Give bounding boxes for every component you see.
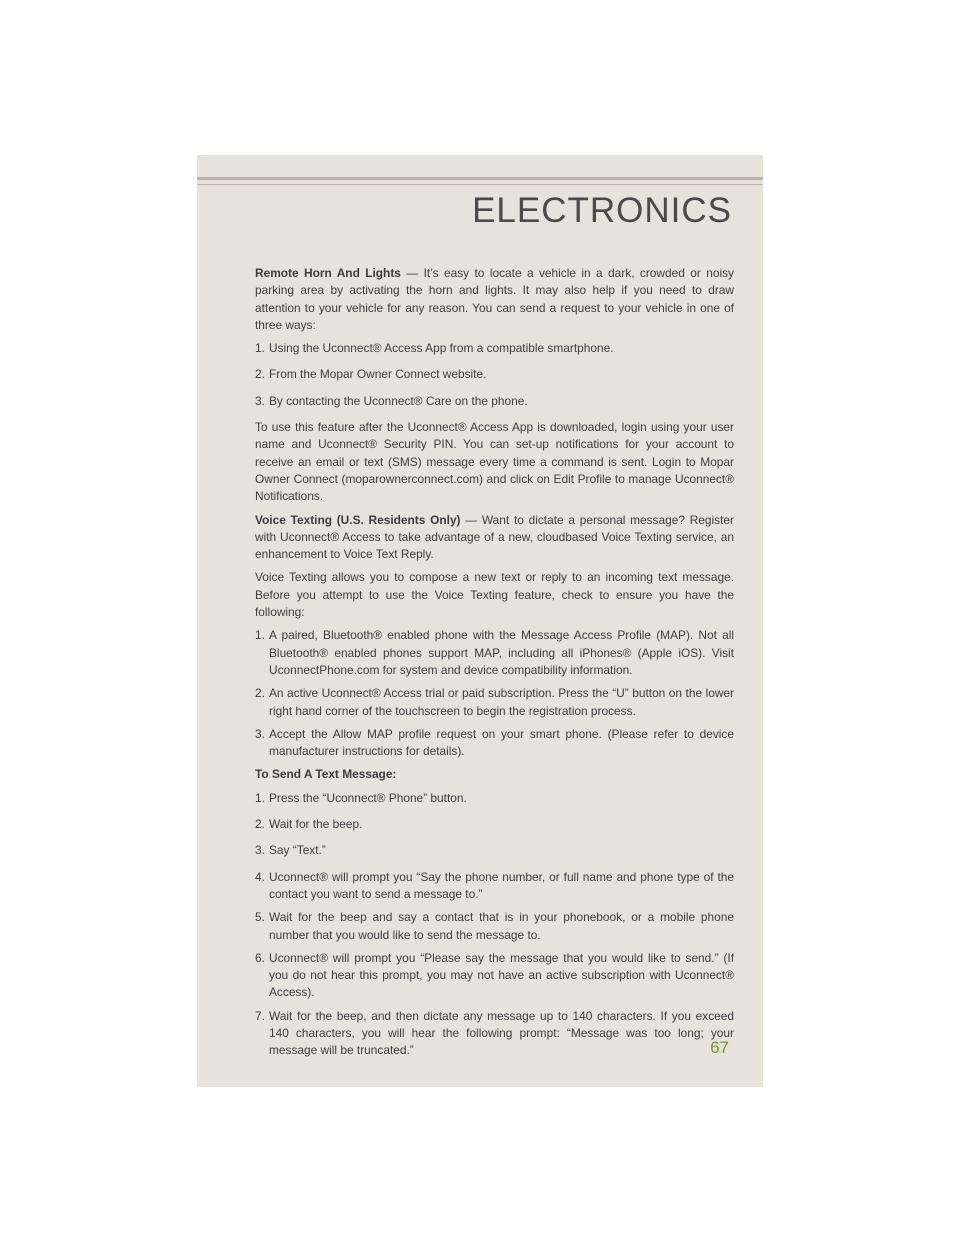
list-item: 7. Wait for the beep, and then dictate any message up to 140 characters. If you exceed 140 characters, you will hear the following prompt: “Message was too long; your message will be truncated.”	[255, 1008, 734, 1058]
page-number: 67	[710, 1038, 729, 1057]
header-rule-thick	[197, 177, 763, 180]
list-item: 1. Press the “Uconnect® Phone” button.	[255, 790, 467, 805]
list-item: 4. Uconnect® will prompt you “Say the phone number, or full name and phone type of the contact you want to send a message to.”	[255, 869, 734, 901]
voice-texting-text: — Want to dictate a personal message? Register with Uconnect® Access to take advantage of a new, cloudbased Voice Texting service, an enhancement to Voice Text Reply.	[255, 512, 734, 562]
manual-page	[197, 155, 763, 1087]
list-item: 1. A paired, Bluetooth® enabled phone with the Message Access Profile (MAP). Not all Bluetooth® enabled phones support MAP, including all iPhones® (Apple iOS). Visit UconnectPhone.com for system and device compatibility information.	[255, 628, 734, 677]
section-title: ELECTRONICS	[472, 191, 732, 230]
remote-horn-paragraph	[255, 265, 734, 334]
requirements-list	[255, 627, 734, 760]
send-text-heading: To Send A Text Message:	[255, 767, 397, 782]
list-item: 2. An active Uconnect® Access trial or paid subscription. Press the “U” button on the lower right hand corner of the touchscreen to begin the registration process.	[255, 686, 734, 718]
page-content	[255, 265, 734, 1066]
remote-horn-label: Remote Horn And Lights	[255, 266, 401, 280]
list-item: 2. From the Mopar Owner Connect website.	[255, 367, 487, 382]
list-item: 3. By contacting the Uconnect® Care on the phone.	[255, 393, 528, 408]
list-item: 2. Wait for the beep.	[255, 817, 363, 832]
list-item: 6. Uconnect® will prompt you “Please say the message that you would like to send.” (If you do not hear this prompt, you may not have an active subscription with Uconnect® Access).	[255, 950, 734, 1000]
use-feature-paragraph: To use this feature after the Uconnect® Access App is downloaded, login using your user name and Uconnect® Security PIN. You can set-up notifications for your account to receive an email or text (SMS) message every time a command is sent. Login to Mopar Owner Connect (moparownerconnect.com) and click on Edit Profile to manage Uconnect® Notifications.	[255, 420, 734, 504]
list-item: 1. Using the Uconnect® Access App from a compatible smartphone.	[255, 341, 614, 356]
voice-texting-intro: Voice Texting allows you to compose a new text or reply to an incoming text message. Before you attempt to use the Voice Texting feature, check to ensure you have the following:	[255, 570, 734, 620]
voice-texting-label: Voice Texting (U.S. Residents Only)	[255, 512, 461, 527]
remote-horn-text: — It’s easy to locate a vehicle in a dark, crowded or noisy parking area by activating the horn and lights. It may also help if you need to draw attention to your vehicle for any reason. You can send a request to your vehicle in one of three ways:	[255, 266, 734, 332]
list-item: 3. Say “Text.”	[255, 843, 326, 858]
header-rule-thin	[197, 184, 763, 185]
list-item: 3. Accept the Allow MAP profile request on your smart phone. (Please refer to device manufacturer instructions for details).	[255, 726, 734, 759]
list-item: 5. Wait for the beep and say a contact that is in your phonebook, or a mobile phone number that you would like to send the message to.	[255, 910, 734, 942]
send-steps-list	[255, 790, 734, 1060]
ways-list	[255, 340, 734, 410]
voice-texting-paragraph	[255, 512, 734, 564]
